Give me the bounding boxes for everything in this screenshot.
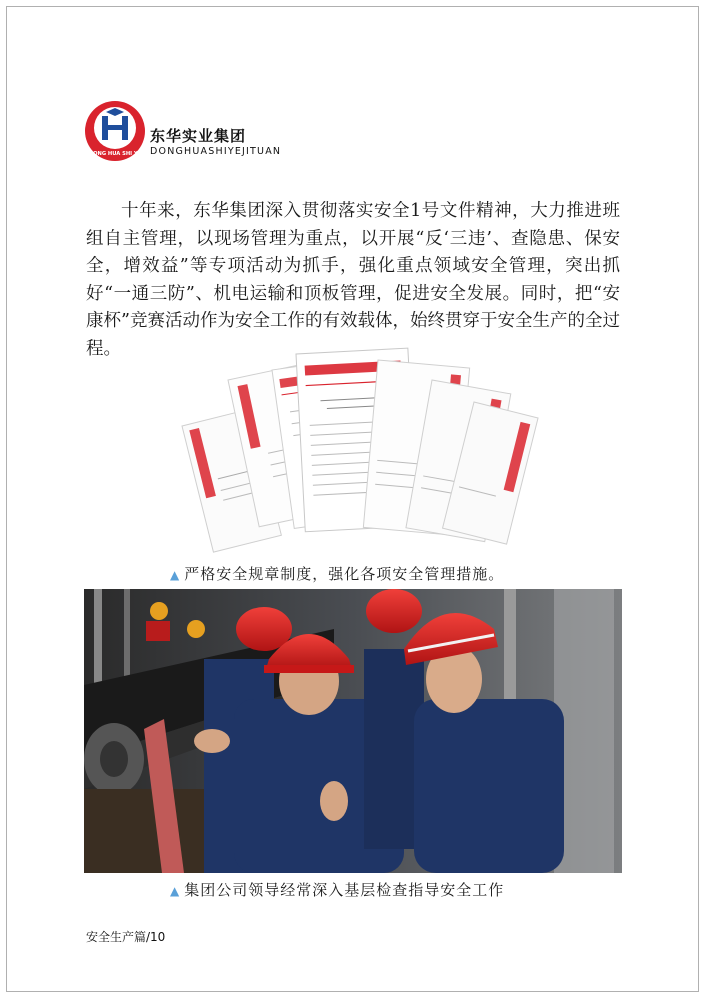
page-header — [84, 100, 384, 162]
company-name-cn: 东华实业集团 — [150, 127, 247, 145]
company-name-en: DONGHUASHIYEJITUAN — [150, 146, 282, 157]
logo-text: DONG HUA SHI YE — [88, 151, 142, 157]
safety-documents-photo — [178, 346, 548, 556]
inspection-caption — [170, 879, 504, 900]
triangle-icon: ▲ — [170, 568, 181, 582]
documents-caption — [170, 563, 504, 584]
triangle-icon: ▲ — [170, 884, 181, 898]
page-footer: 安全生产篇/10 — [86, 930, 166, 944]
company-logo — [84, 100, 146, 162]
body-paragraph: 十年来，东华集团深入贯彻落实安全1号文件精神，大力推进班组自主管理，以现场管理为重点，以开展“反‘三违’、查隐患、保安全，增效益”等专项活动为抓手，强化重点领域安全管理，突出抓好“一通三防”、机电运输和顶板管理，促进安全发展。同时，把“安康杯”竞赛活动作为安全工作的有效载体，始终贯穿于安全生产的全过程。 — [86, 201, 620, 359]
documents-caption-text: 严格安全规章制度，强化各项安全管理措施。 — [184, 565, 505, 583]
inspection-caption-text: 集团公司领导经常深入基层检查指导安全工作 — [184, 881, 505, 899]
leaders-inspection-photo — [84, 589, 622, 873]
